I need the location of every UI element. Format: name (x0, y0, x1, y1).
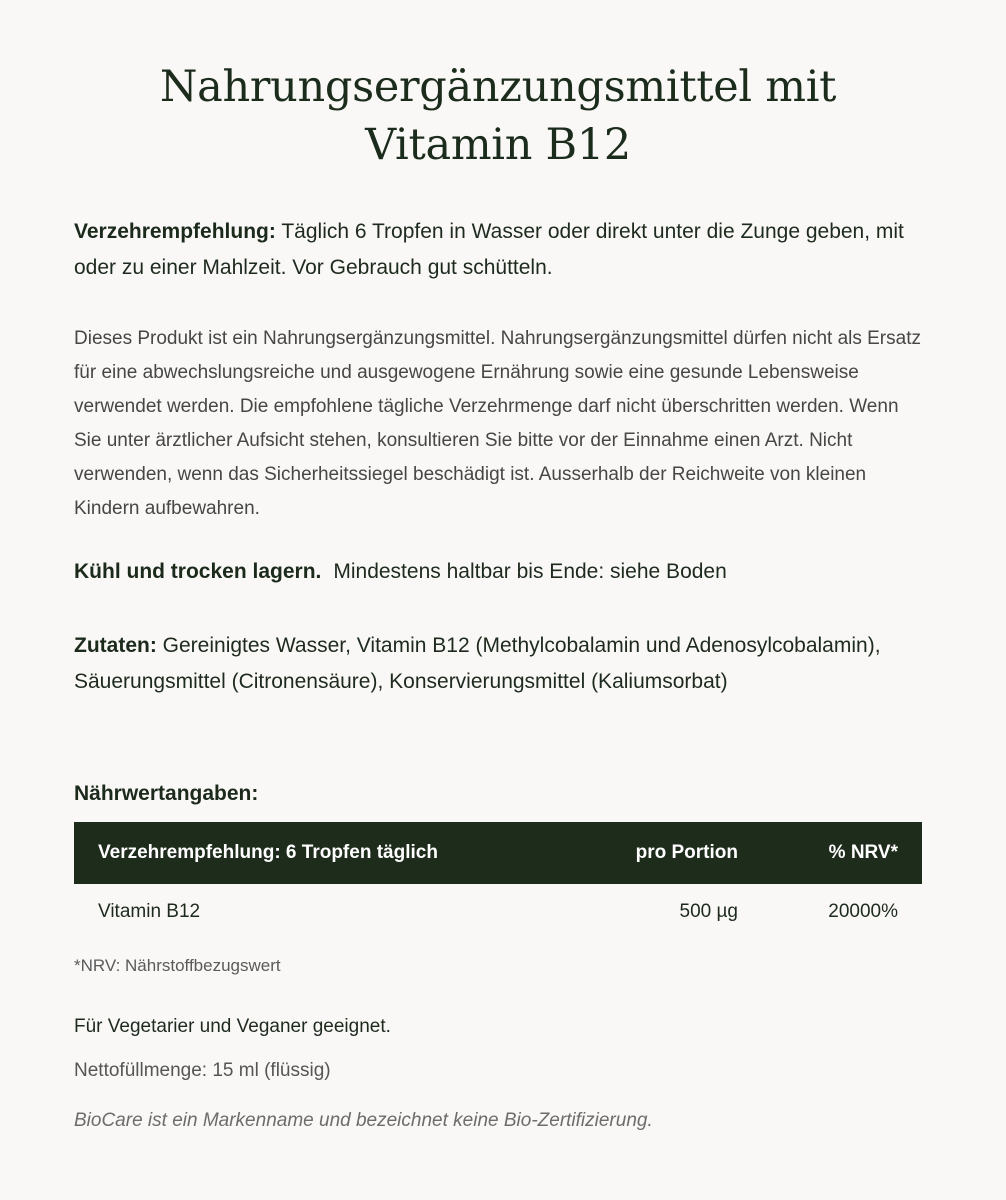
nutrient-amount: 500 µg (679, 901, 738, 922)
header-nrv: % NRV* (738, 822, 922, 884)
table-row (74, 884, 922, 940)
nrv-footnote: *NRV: Nährstoffbezugswert (74, 956, 281, 975)
ingredients-label: Zutaten: (74, 634, 157, 657)
storage-label: Kühl und trocken lagern. (74, 560, 322, 583)
ingredients (74, 628, 924, 700)
nutrition-table-header (74, 822, 922, 884)
dosage-label: Verzehrempfehlung: (74, 220, 276, 243)
dosage-text: Täglich 6 Tropfen in Wasser oder direkt unter die Zunge geben, mit oder zu einer Mahlzeit. Vor Gebrauch gut schütteln. (74, 220, 904, 279)
storage-info (74, 556, 924, 588)
nutrition-heading: Nährwertangaben: (74, 782, 259, 805)
brand-disclaimer: BioCare ist ein Markenname und bezeichnet keine Bio-Zertifizierung. (74, 1110, 653, 1131)
best-before-text: Mindestens haltbar bis Ende: siehe Boden (333, 560, 727, 583)
nutrient-nrv: 20000% (828, 901, 898, 922)
net-quantity: Nettofüllmenge: 15 ml (flüssig) (74, 1060, 331, 1081)
supplement-notice: Dieses Produkt ist ein Nahrungsergänzungsmittel. Nahrungsergänzungsmittel dürfen nicht als Ersatz für eine abwechslungsreiche und ausgewogene Ernährung sowie eine gesunde Lebensweise verwendet werden. Die empfohlene tägliche Verzehrmenge darf nicht überschritten werden. Wenn Sie unter ärztlicher Aufsicht stehen, konsultieren Sie bitte vor der Einnahme einen Arzt. Nicht verwenden, wenn das Sicherheitssiegel beschädigt ist. Ausserhalb der Reichweite von kleinen Kindern aufbewahren. (74, 328, 921, 519)
header-per-portion: pro Portion (538, 822, 738, 884)
suitability-note: Für Vegetarier und Veganer geeignet. (74, 1016, 391, 1037)
ingredients-text: Gereinigtes Wasser, Vitamin B12 (Methylcobalamin und Adenosylcobalamin), Säuerungsmittel (Citronensäure), Konservierungsmittel (Kaliumsorbat) (74, 634, 881, 693)
nutrition-table (74, 822, 922, 940)
page-title: Nahrungsergänzungsmittel mit Vitamin B12 (159, 62, 837, 170)
nutrient-name: Vitamin B12 (98, 901, 201, 922)
header-serving: Verzehrempfehlung: 6 Tropfen täglich (74, 822, 538, 884)
dosage-recommendation (74, 214, 924, 286)
